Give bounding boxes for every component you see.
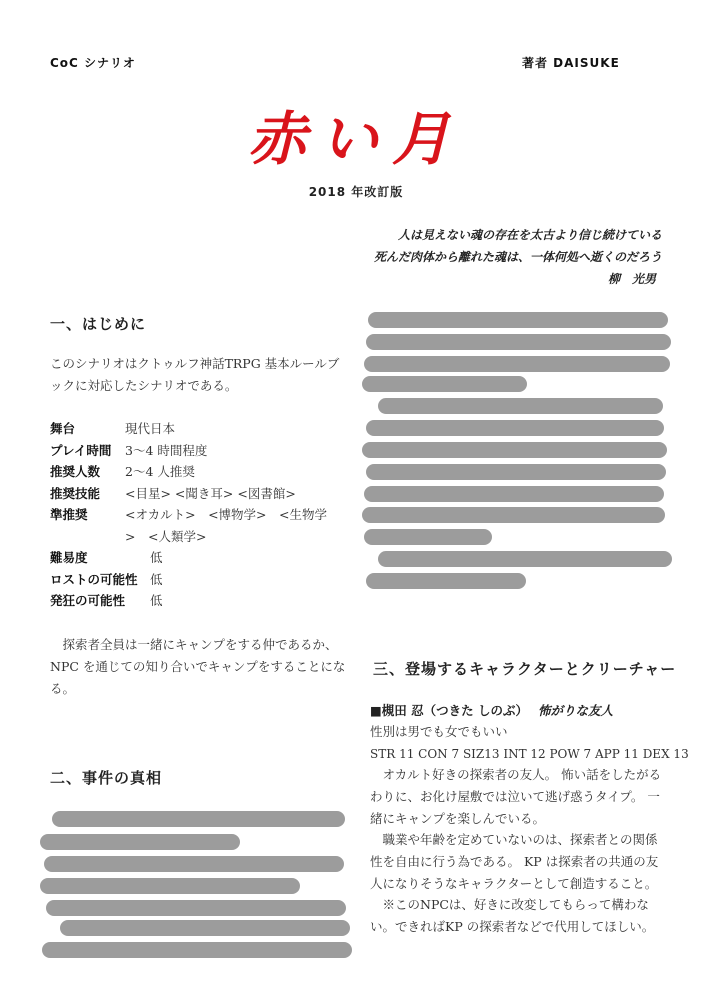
redaction-bar (362, 507, 665, 523)
section-heading-introduction: 一、はじめに (50, 315, 147, 333)
character-description: オカルト好きの探索者の友人。 怖い話をしたがるわりに、お化け屋敷では泣いて逃げ惑うタイプ。 一緒にキャンプを楽しんでいる。 (370, 767, 662, 826)
header-author-label: 著者 DAISUKE (522, 56, 620, 70)
info-row (50, 440, 350, 462)
info-key: プレイ時間 (50, 442, 112, 458)
info-value: <目星> <聞き耳> <図書館> (125, 485, 296, 501)
header-series-label: CoC シナリオ (50, 56, 136, 70)
info-key: 準推奨 (50, 507, 88, 522)
setup-paragraph: 探索者全員は一緒にキャンプをする仲であるか、NPC を通じての知り合いでキャンプをすることになる。 (50, 637, 346, 696)
scenario-info-table (50, 418, 350, 612)
edition-label: 2018 年改訂版 (308, 185, 404, 199)
info-row (50, 461, 350, 483)
redaction-bar (52, 811, 345, 827)
character-tagline: 怖がりな友人 (538, 703, 614, 718)
epigraph-line: 人は見えない魂の存在を太古より信じ続けている (397, 228, 662, 242)
character-stats: STR 11 CON 7 SIZ13 INT 12 POW 7 APP 11 DEX 13 (370, 747, 689, 761)
redaction-bar (364, 356, 670, 372)
info-key: 難易度 (50, 550, 88, 565)
redaction-bar (366, 464, 666, 480)
epigraph-attribution: 柳 光男 (607, 272, 656, 286)
redaction-bar (42, 942, 352, 958)
epigraph-line: 死んだ肉体から離れた魂は、一体何処へ逝くのだろう (373, 250, 662, 264)
character-name: ■槻田 忍（つきた しのぶ） (370, 703, 529, 718)
section-heading-truth: 二、事件の真相 (50, 769, 163, 787)
info-value: 低 (150, 593, 163, 608)
redaction-bar (368, 312, 668, 328)
info-value: <オカルト> <博物学> <生物学> <人類学> (125, 507, 327, 544)
info-key: 推奨人数 (50, 464, 101, 479)
info-value: 低 (150, 550, 163, 565)
redaction-bar (362, 376, 527, 392)
redaction-bar (366, 420, 664, 436)
epigraph (332, 224, 662, 290)
info-row (50, 547, 350, 569)
intro-paragraph: このシナリオはクトゥルフ神話TRPG 基本ルールブックに対応したシナリオである。 (50, 356, 340, 393)
redaction-bar (378, 398, 663, 414)
redaction-bar (46, 900, 346, 916)
info-key: 推奨技能 (50, 485, 101, 501)
info-key: 舞台 (50, 421, 76, 436)
redaction-bar (364, 529, 492, 545)
redaction-bar (362, 442, 667, 458)
character-note-custom: ※このNPCは、好きに改変してもらって構わない。できればKP の探索者などで代用してほしい。 (370, 897, 655, 934)
section-heading-characters: 三、登場するキャラクターとクリーチャー (373, 660, 677, 678)
character-heading (370, 701, 613, 719)
character-gender: 性別は男でも女でもいい (370, 724, 508, 739)
info-key: 発狂の可能性 (50, 593, 126, 608)
redaction-bar (366, 334, 671, 350)
info-row (50, 590, 350, 612)
redaction-bar (40, 834, 240, 850)
redaction-bar (366, 573, 526, 589)
document-title: 赤い月 (247, 105, 464, 173)
redaction-bar (44, 856, 344, 872)
character-note-role: 職業や年齢を定めていないのは、探索者との関係性を自由に行う為である。 KP は探索者の共通の友人になりそうなキャラクターとして創造すること。 (370, 832, 659, 891)
info-value: 2～4 人推奨 (125, 464, 195, 479)
info-row (50, 483, 350, 505)
redaction-bar (378, 551, 672, 567)
info-row (50, 418, 350, 440)
info-value: 3～4 時間程度 (125, 442, 208, 458)
redaction-bar (60, 920, 350, 936)
info-value: 現代日本 (125, 421, 176, 436)
info-value: 低 (150, 571, 163, 587)
info-key: ロストの可能性 (50, 571, 138, 587)
info-row (50, 569, 350, 591)
redaction-bar (40, 878, 300, 894)
redaction-bar (364, 486, 664, 502)
info-row (50, 504, 350, 547)
